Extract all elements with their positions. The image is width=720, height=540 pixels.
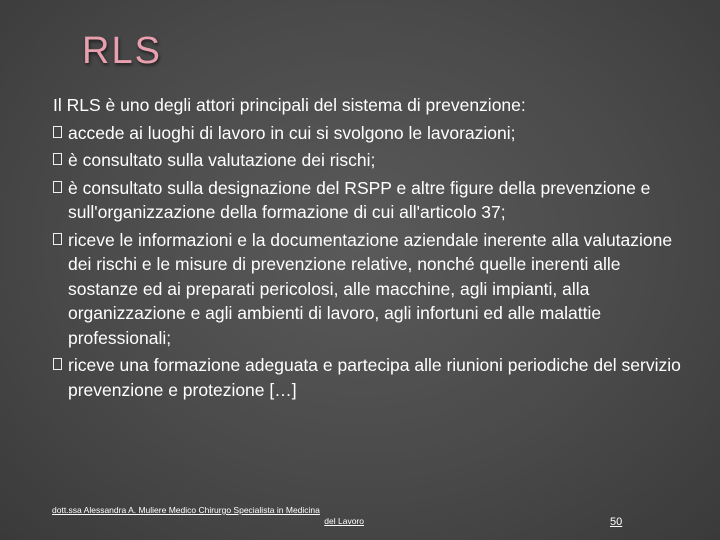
square-bullet-icon bbox=[53, 233, 62, 245]
slide-content bbox=[53, 93, 693, 405]
square-bullet-icon bbox=[53, 181, 62, 193]
bullet-text: è consultato sulla designazione del RSPP e altre figure della prevenzione e sull'organizzazione della formazione di cui all'articolo 37; bbox=[68, 177, 651, 222]
bullet-item bbox=[53, 353, 693, 402]
bullet-item bbox=[53, 176, 693, 225]
bullet-text: riceve una formazione adeguata e partecipa alle riunioni periodiche del servizio prevenzione e protezione […] bbox=[68, 355, 681, 400]
bullet-text: è consultato sulla valutazione dei rischi; bbox=[68, 150, 376, 170]
square-bullet-icon bbox=[53, 358, 62, 370]
slide-title: RLS bbox=[82, 30, 162, 72]
bullet-text: riceve le informazioni e la documentazione aziendale inerente alla valutazione dei rischi e le misure di prevenzione relative, nonché quelle inerenti alle sostanze ed ai preparati pericolosi, alle macchine, agli impianti, alla organizzazione e agli ambienti di lavoro, agli infortuni ed alle malattie professionali; bbox=[68, 229, 673, 348]
bullet-item bbox=[53, 148, 693, 173]
page-number[interactable]: 50 bbox=[610, 516, 623, 528]
intro-text: Il RLS è uno degli attori principali del sistema di prevenzione: bbox=[53, 95, 526, 115]
square-bullet-icon bbox=[53, 153, 62, 165]
bullet-item bbox=[53, 228, 693, 351]
square-bullet-icon bbox=[53, 126, 62, 138]
bullet-list bbox=[53, 121, 693, 403]
author-line-2: del Lavoro bbox=[324, 516, 364, 526]
bullet-text: accede ai luoghi di lavoro in cui si svolgono le lavorazioni; bbox=[68, 122, 516, 143]
footer-author[interactable] bbox=[52, 505, 364, 527]
author-line-1: dott.ssa Alessandra A. Muliere Medico Chirurgo Specialista in Medicina bbox=[52, 505, 320, 515]
bullet-item bbox=[53, 121, 693, 146]
